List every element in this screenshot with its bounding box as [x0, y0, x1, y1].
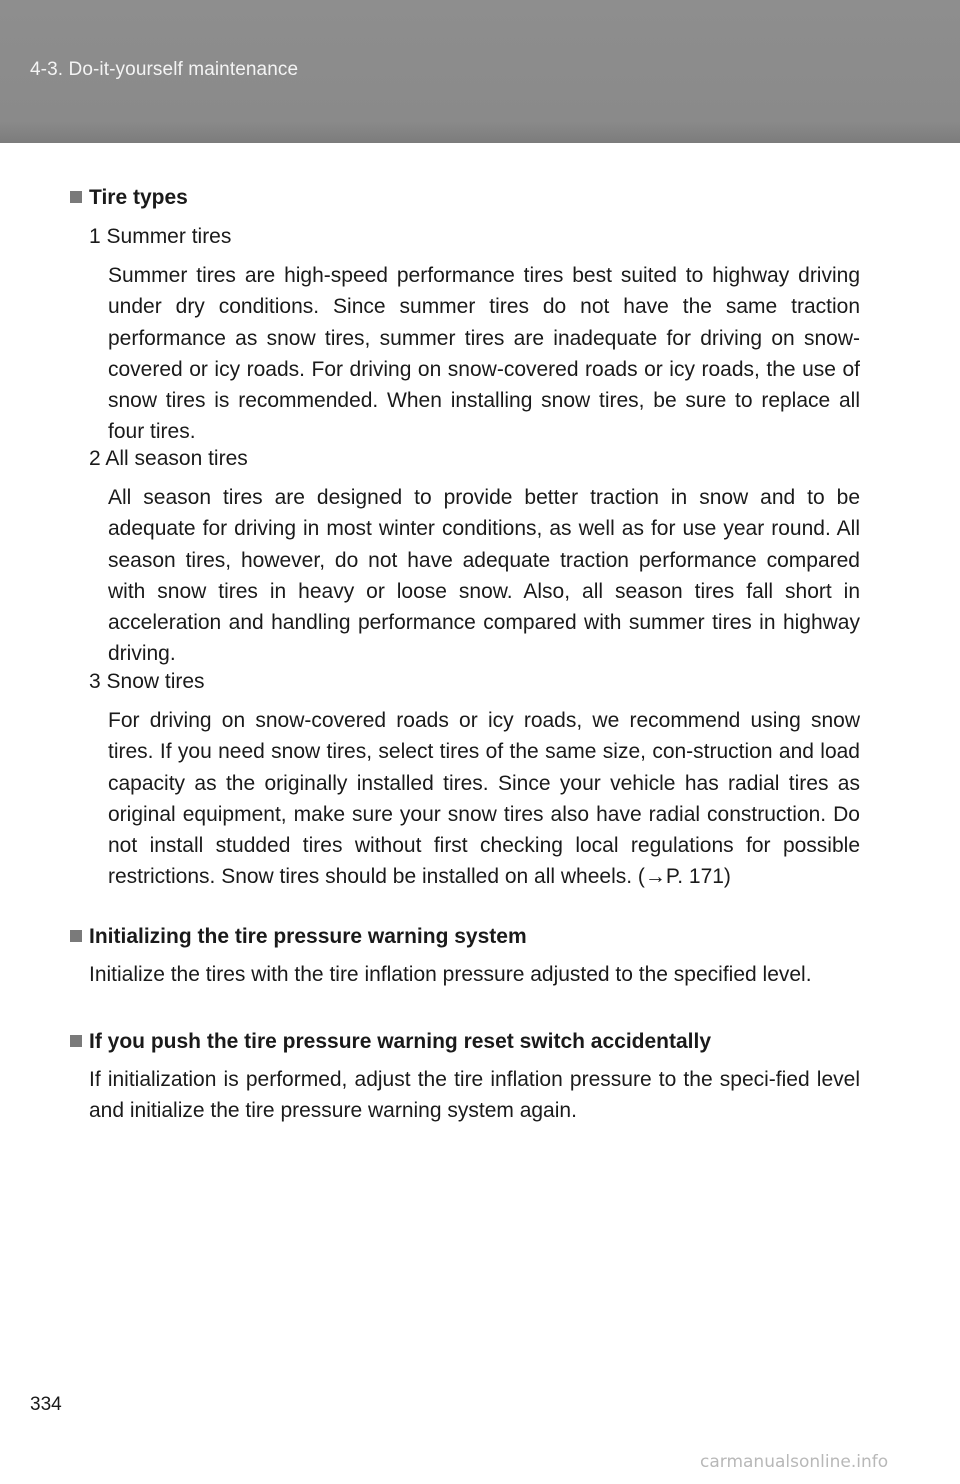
reset-switch-heading-text: If you push the tire pressure warning reset switch accidentally [89, 1030, 712, 1053]
summer-tires-title: 1 Summer tires [89, 225, 232, 248]
all-season-tires-paragraph: All season tires are designed to provide better traction in snow and to be adequate for driving in most winter conditions, as well as for use year round. All season tires, however, do not have adequate traction performance compared with snow tires in heavy or loose snow. Also, all season tires fall short in acceleration and handling performance compared with summer tires in highway driving. [108, 486, 860, 666]
initializing-paragraph: Initialize the tires with the tire inflation pressure adjusted to the specified level. [89, 963, 812, 986]
page-number: 334 [30, 1394, 62, 1415]
watermark: carmanualsonline.info [700, 1452, 889, 1472]
initializing-heading-text: Initializing the tire pressure warning system [89, 925, 527, 948]
tire-types-heading [70, 186, 188, 210]
initializing-heading [70, 925, 527, 949]
summer-tires-paragraph: Summer tires are high-speed performance tires best suited to highway driving under dry conditions. Since summer tires do not have the same traction performance as snow tires, summer tires are inadequate for driving on snow-covered or icy roads. For driving on snow-covered roads or icy roads, the use of snow tires is recommended. When installing snow tires, be sure to replace all four tires. [108, 264, 860, 444]
square-bullet-icon [70, 930, 82, 942]
square-bullet-icon [70, 1035, 82, 1047]
snow-tires-title: 3 Snow tires [89, 670, 205, 693]
square-bullet-icon [70, 191, 82, 203]
section-title: 4-3. Do-it-yourself maintenance [30, 59, 299, 80]
reset-switch-heading [70, 1030, 711, 1054]
reset-switch-paragraph: If initialization is performed, adjust the tire inflation pressure to the speci-fied level and initialize the tire pressure warning system again. [89, 1068, 860, 1123]
tire-types-heading-text: Tire types [89, 186, 188, 209]
snow-tires-paragraph: For driving on snow-covered roads or icy roads, we recommend using snow tires. If you need snow tires, select tires of the same size, con-struction and load capacity as the originally installed tires. Since your vehicle has radial tires as original equipment, make sure your snow tires also have radial construction. Do not install studded tires without first checking local regulations for possible restrictions. Snow tires should be installed on all wheels. (→P. 171) [108, 709, 860, 889]
all-season-tires-title: 2 All season tires [89, 447, 248, 470]
page-header-bar [0, 0, 960, 143]
